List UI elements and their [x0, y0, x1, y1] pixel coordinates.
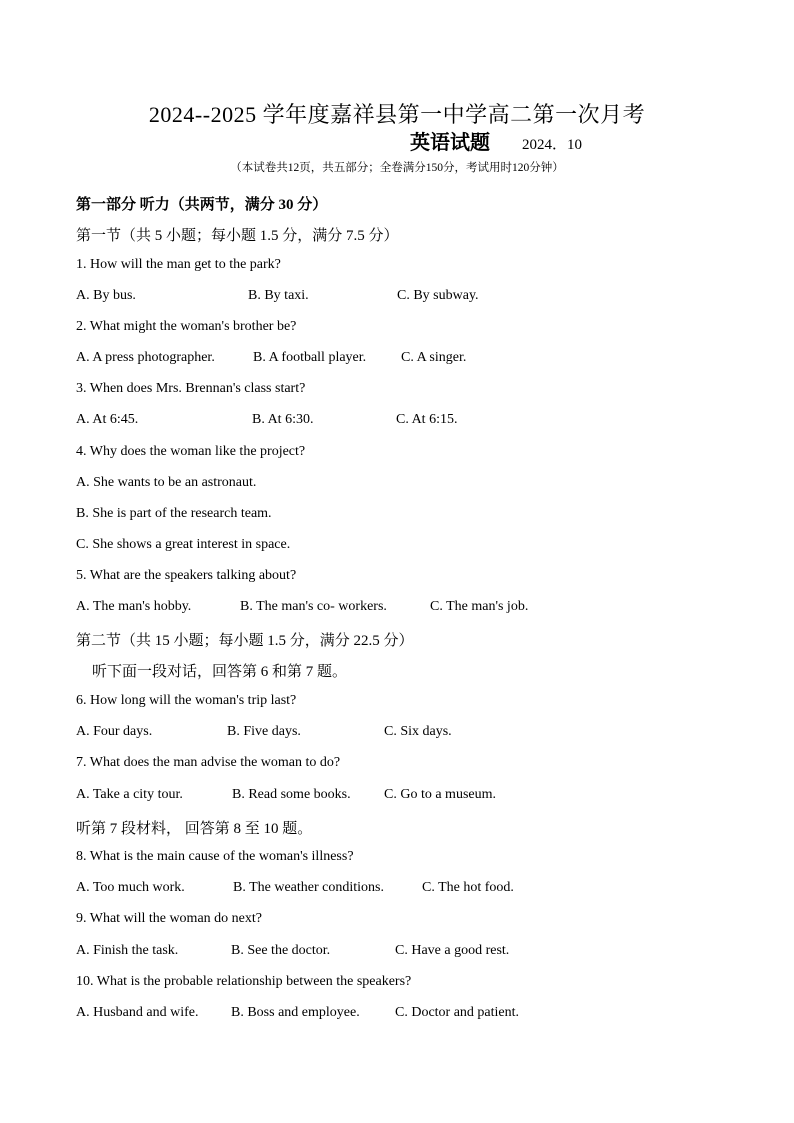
option-a: A. Husband and wife. — [76, 1005, 199, 1020]
option-b: B. A football player. — [253, 350, 367, 365]
exam-subtitle — [410, 126, 582, 155]
option-b: B. The weather conditions. — [233, 880, 384, 895]
option-b: B. Read some books. — [232, 787, 351, 802]
option-a: A. Four days. — [76, 724, 153, 739]
instruction-q8-10: 听第 7 段材料， 回答第 8 至 10 题。 — [76, 821, 313, 837]
option-c: C. By subway. — [397, 288, 479, 303]
question-text: 10. What is the probable relationship between the speakers? — [76, 974, 412, 989]
part1-heading: 第一部分 听力（共两节，满分 30 分） — [76, 197, 328, 213]
option-c: C. Have a good rest. — [395, 943, 510, 958]
option-b: B. She is part of the research team. — [76, 506, 272, 521]
question-text: 4. Why does the woman like the project? — [76, 444, 306, 459]
option-a: A. A press photographer. — [76, 350, 215, 365]
option-c: C. The man's job. — [430, 599, 529, 614]
option-c: C. She shows a great interest in space. — [76, 537, 291, 552]
question-text: 2. What might the woman's brother be? — [76, 319, 297, 334]
option-c: C. Go to a museum. — [384, 787, 496, 802]
exam-date: 2024．10 — [522, 137, 583, 153]
option-b: B. The man's co- workers. — [240, 599, 387, 614]
option-b: B. See the doctor. — [231, 943, 331, 958]
exam-note: （本试卷共12页，共五部分；全卷满分150分，考试用时120分钟） — [230, 162, 564, 174]
option-b: B. Five days. — [227, 724, 301, 739]
option-a: A. Too much work. — [76, 880, 185, 895]
option-c: C. Six days. — [384, 724, 452, 739]
option-c: C. The hot food. — [422, 880, 514, 895]
instruction-q6-7: 听下面一段对话，回答第 6 和第 7 题。 — [92, 664, 348, 680]
section2-heading: 第二节（共 15 小题；每小题 1.5 分，满分 22.5 分） — [76, 633, 414, 649]
option-c: C. Doctor and patient. — [395, 1005, 520, 1020]
question-text: 5. What are the speakers talking about? — [76, 568, 297, 583]
option-a: A. Finish the task. — [76, 943, 179, 958]
exam-title: 2024--2025 学年度嘉祥县第一中学高二第一次月考 — [148, 102, 646, 127]
option-a: A. The man's hobby. — [76, 599, 192, 614]
option-b: B. At 6:30. — [252, 412, 314, 427]
question-text: 7. What does the man advise the woman to do? — [76, 755, 341, 770]
option-c: C. At 6:15. — [396, 412, 458, 427]
option-b: B. By taxi. — [248, 288, 309, 303]
subject-label: 英语试题 — [410, 132, 490, 154]
question-text: 9. What will the woman do next? — [76, 911, 262, 926]
option-a: A. By bus. — [76, 288, 136, 303]
question-text: 8. What is the main cause of the woman's illness? — [76, 849, 354, 864]
section1-heading: 第一节（共 5 小题；每小题 1.5 分，满分 7.5 分） — [76, 228, 399, 244]
option-a: A. She wants to be an astronaut. — [76, 475, 257, 490]
question-text: 6. How long will the woman's trip last? — [76, 693, 297, 708]
option-a: A. At 6:45. — [76, 412, 139, 427]
question-text: 3. When does Mrs. Brennan's class start? — [76, 381, 306, 396]
question-text: 1. How will the man get to the park? — [76, 257, 281, 272]
option-c: C. A singer. — [401, 350, 467, 365]
option-b: B. Boss and employee. — [231, 1005, 360, 1020]
option-a: A. Take a city tour. — [76, 787, 183, 802]
